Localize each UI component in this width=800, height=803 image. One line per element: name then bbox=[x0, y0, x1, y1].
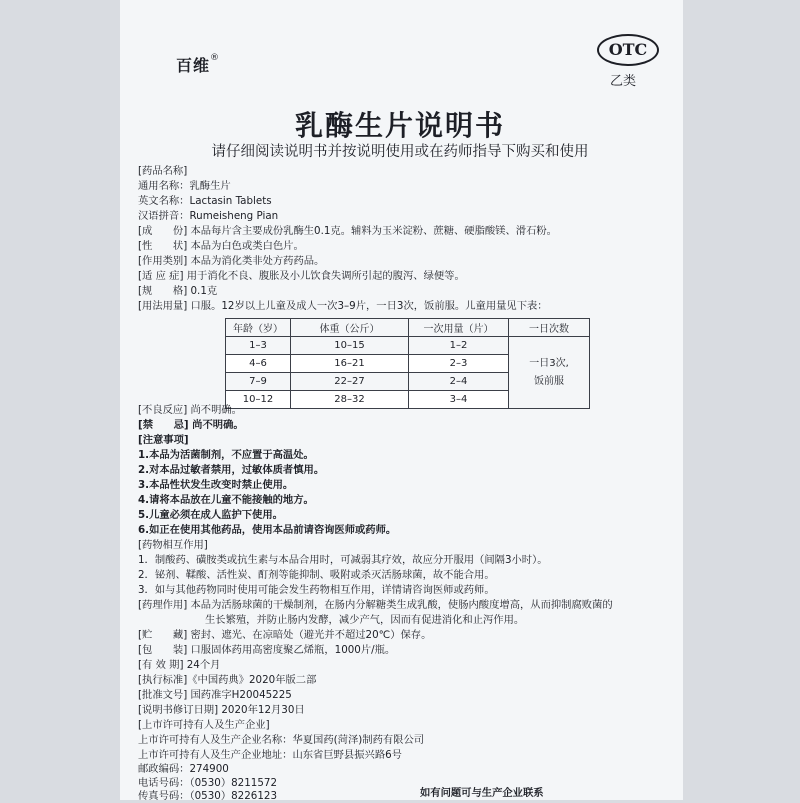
section-specification: [规 格] 0.1克 bbox=[138, 285, 218, 297]
frequency-line2: 饭前服 bbox=[534, 375, 564, 387]
interaction-item: 2．铋剂、鞣酸、活性炭、酊剂等能抑制、吸附或杀灭活肠球菌，故不能合用。 bbox=[138, 569, 495, 581]
header-age: 年龄（岁） bbox=[226, 319, 291, 337]
pharmacology-continued: 生长繁殖，并防止肠内发酵，减少产气，因而有促进消化和止泻作用。 bbox=[205, 614, 525, 626]
section-standard: [执行标准]《中国药典》2020年版二部 bbox=[138, 674, 317, 686]
cell-age: 1–3 bbox=[226, 337, 291, 355]
cell-weight: 10–15 bbox=[291, 337, 409, 355]
section-appearance: [性 状] 本品为白色或类白色片。 bbox=[138, 240, 304, 252]
section-validity: [有 效 期] 24个月 bbox=[138, 659, 221, 671]
header-frequency: 一日次数 bbox=[509, 319, 590, 337]
dosage-table bbox=[225, 318, 590, 409]
header-dose: 一次用量（片） bbox=[409, 319, 509, 337]
otc-badge: OTC bbox=[597, 34, 659, 66]
registered-mark: ® bbox=[210, 53, 221, 63]
section-dosage: [用法用量] 口服。12岁以上儿童及成人一次3–9片，一日3次，饭前服。儿童用量见下表： bbox=[138, 300, 548, 312]
cell-weight: 28–32 bbox=[291, 391, 409, 409]
manufacturer-name: 上市许可持有人及生产企业名称：华夏国药(菏泽)制药有限公司 bbox=[138, 734, 425, 746]
cell-dose: 2–4 bbox=[409, 373, 509, 391]
precaution-item: 5.儿童必须在成人监护下使用。 bbox=[138, 509, 283, 521]
otc-class-label: 乙类 bbox=[610, 74, 637, 89]
phone-number: 电话号码：（0530）8211572 bbox=[138, 777, 277, 789]
interaction-item: 3．如与其他药物同时使用可能会发生药物相互作用，详情请咨询医师或药师。 bbox=[138, 584, 495, 596]
precaution-item: 2.对本品过敏者禁用，过敏体质者慎用。 bbox=[138, 464, 325, 476]
cell-age: 10–12 bbox=[226, 391, 291, 409]
header-weight: 体重（公斤） bbox=[291, 319, 409, 337]
manufacturer-address: 上市许可持有人及生产企业地址：山东省巨野县振兴路6号 bbox=[138, 749, 402, 761]
precaution-item: 6.如正在使用其他药品，使用本品前请咨询医师或药师。 bbox=[138, 524, 397, 536]
brand-logo: 百维® bbox=[176, 53, 221, 75]
section-pharmacology: [药理作用] 本品为活肠球菌的干燥制剂，在肠内分解糖类生成乳酸，使肠内酸度增高，从而抑制腐败菌的 bbox=[138, 599, 613, 611]
cell-age: 7–9 bbox=[226, 373, 291, 391]
table-row bbox=[226, 337, 590, 355]
cell-frequency-merged bbox=[509, 337, 590, 409]
section-ingredients: [成 份] 本品每片含主要成份乳酶生0.1克。辅料为玉米淀粉、蔗糖、硬脂酸镁、滑石粉。 bbox=[138, 225, 557, 237]
section-drug-name: [药品名称] bbox=[138, 165, 188, 177]
frequency-line1: 一日3次, bbox=[529, 357, 569, 369]
section-interactions: [药物相互作用] bbox=[138, 539, 208, 551]
precaution-item: 1.本品为活菌制剂，不应置于高温处。 bbox=[138, 449, 314, 461]
interaction-item: 1．制酸药、磺胺类或抗生素与本品合用时，可减弱其疗效，故应分开服用（间隔3小时）。 bbox=[138, 554, 548, 566]
section-indications: [适 应 症] 用于消化不良、腹胀及小儿饮食失调所引起的腹泻、绿便等。 bbox=[138, 270, 465, 282]
precaution-item: 3.本品性状发生改变时禁止使用。 bbox=[138, 479, 294, 491]
cell-age: 4–6 bbox=[226, 355, 291, 373]
cell-weight: 22–27 bbox=[291, 373, 409, 391]
section-packaging: [包 装] 口服固体药用高密度聚乙烯瓶，1000片/瓶。 bbox=[138, 644, 396, 656]
generic-name: 通用名称：乳酶生片 bbox=[138, 180, 231, 192]
page-subtitle: 请仔细阅读说明书并按说明使用或在药师指导下购买和使用 bbox=[211, 144, 589, 160]
fax-number: 传真号码：（0530）8226123 bbox=[138, 790, 277, 802]
cell-dose: 3–4 bbox=[409, 391, 509, 409]
cell-weight: 16–21 bbox=[291, 355, 409, 373]
section-revision-date: [说明书修订日期] 2020年12月30日 bbox=[138, 704, 305, 716]
section-contraindications: [禁 忌] 尚不明确。 bbox=[138, 419, 244, 431]
precaution-item: 4.请将本品放在儿童不能接触的地方。 bbox=[138, 494, 314, 506]
table-header-row bbox=[226, 319, 590, 337]
section-manufacturer: [上市许可持有人及生产企业] bbox=[138, 719, 270, 731]
section-approval-number: [批准文号] 国药准字H20045225 bbox=[138, 689, 292, 701]
section-adverse-reactions: [不良反应] 尚不明确。 bbox=[138, 404, 242, 416]
section-storage: [贮 藏] 密封、遮光、在凉暗处（避光并不超过20℃）保存。 bbox=[138, 629, 432, 641]
page-title: 乳酶生片说明书 bbox=[294, 109, 505, 142]
cell-dose: 1–2 bbox=[409, 337, 509, 355]
postal-code: 邮政编码：274900 bbox=[138, 763, 229, 775]
cell-dose: 2–3 bbox=[409, 355, 509, 373]
pinyin-name: 汉语拼音：Rumeisheng Pian bbox=[138, 210, 279, 222]
contact-note: 如有问题可与生产企业联系 bbox=[420, 787, 544, 799]
section-precautions: [注意事项] bbox=[138, 434, 189, 446]
section-category: [作用类别] 本品为消化类非处方药药品。 bbox=[138, 255, 325, 267]
english-name: 英文名称：Lactasin Tablets bbox=[138, 195, 272, 207]
